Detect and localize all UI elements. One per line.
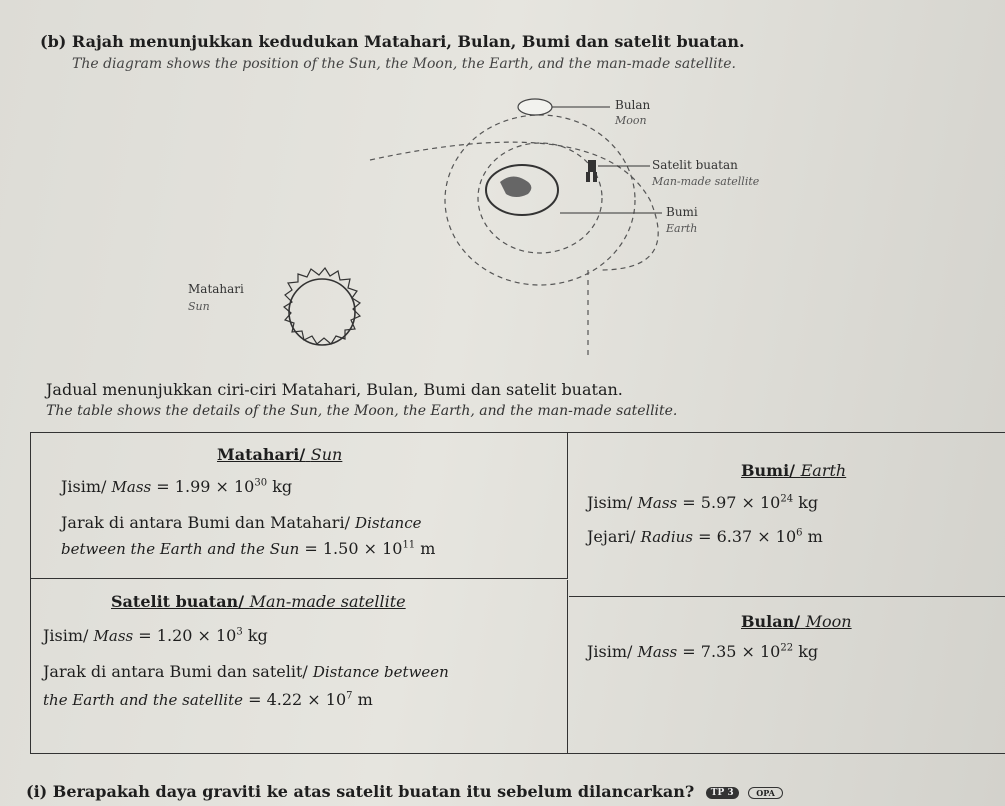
moon-mass-value: 7.35 × 10 [700,642,781,661]
satellite-dist-label-ms: Jarak di antara Bumi dan satelit/ [43,662,308,681]
earth-mass-row: Jisim/ Mass = $5.97 \times 10^{24}$ kg [587,493,819,512]
earth-mass-exp: 24 [780,493,794,505]
earth-heading-ms: Bumi/ [741,461,796,480]
earth-radius-label-ms: Jejari/ [587,527,636,546]
earth-cell [569,451,1005,597]
moon-body [518,99,552,115]
sun-dist-label-en2: between the Earth and the Sun [61,540,300,558]
satellite-orbit [478,143,602,253]
satellite-mass-unit: kg [247,626,268,645]
sun-label-en: Sun [188,300,210,313]
sun-cell [31,433,568,579]
moon-cell [569,598,1005,753]
sun-label-ms: Matahari [188,282,244,296]
moon-heading-en: Moon [805,612,852,631]
earth-radius-exp: 6 [796,527,803,539]
moon-label-ms: Bulan [615,98,651,112]
moon-mass-label-en: Mass [637,643,678,661]
earth-orbit-path [370,142,658,270]
satellite-mass-exp: 3 [236,626,243,638]
properties-table [30,432,1005,754]
satellite-cell [31,580,568,753]
earth-label-ms: Bumi [666,205,698,219]
sun-dist-exp: 11 [402,539,416,551]
satellite-distance-row-1 [43,662,449,681]
satellite-heading-en: Man-made satellite [249,592,406,611]
satellite-heading-ms: Satelit buatan/ [111,592,245,611]
sub-question [26,782,783,801]
moon-mass-exp: 22 [780,642,794,654]
satellite-dist-label-en1: Distance between [312,663,449,681]
sun-distance-row-1 [61,513,421,532]
earth-radius-value: 6.37 × 10 [716,527,797,546]
question-text-en: The diagram shows the position of the Sun, the Moon, the Earth, and the man-made satellite. [72,56,736,72]
sun-dist-unit: m [420,539,436,558]
satellite-distance-row-2: the Earth and the satellite = $4.22 \times 10^7$ m [43,690,373,709]
satellite-label-ms: Satelit buatan [652,158,738,172]
sun-mass-exp: 30 [254,477,268,489]
moon-orbit [445,115,635,285]
sun-heading [217,445,342,464]
sun-dist-value: 1.50 × 10 [322,539,403,558]
question-text-ms [40,32,745,51]
earth-radius-label-en: Radius [640,528,693,546]
satellite-label-en: Man-made satellite [652,175,760,188]
sun-mass-value: 1.99 × 10 [174,477,255,496]
sun-mass-label-en: Mass [111,478,152,496]
sun-mass-row: Jisim/ Mass = $1.99 \times 10^{30}$ kg [61,477,293,496]
earth-radius-row: Jejari/ Radius = $6.37 \times 10^6$ m [587,527,823,546]
table-caption-en: The table shows the details of the Sun, the Moon, the Earth, and the man-made satellite. [46,403,678,419]
earth-mass-label-ms: Jisim/ [587,493,633,512]
skill-badge: OPA [748,787,783,799]
moon-heading-ms: Bulan/ [741,612,801,631]
question-malay: Rajah menunjukkan kedudukan Matahari, Bulan, Bumi dan satelit buatan. [71,32,745,51]
moon-mass-unit: kg [798,642,819,661]
question-label: (b) [40,32,67,51]
moon-mass-row: Jisim/ Mass = $7.35 \times 10^{22}$ kg [587,642,819,661]
satellite-dist-unit: m [357,690,373,709]
table-caption-ms: Jadual menunjukkan ciri-ciri Matahari, Bulan, Bumi dan satelit buatan. [46,380,623,399]
satellite-dist-value: 4.22 × 10 [266,690,347,709]
moon-heading [741,612,852,631]
orbit-diagram-svg [180,90,800,360]
satellite-dist-exp: 7 [346,690,353,702]
sun-heading-en: Sun [310,445,343,464]
sun-heading-ms: Matahari/ [217,445,306,464]
earth-label-en: Earth [666,222,698,235]
sun-dist-label-ms: Jarak di antara Bumi dan Matahari/ [61,513,350,532]
sub-question-text: (i) Berapakah daya graviti ke atas satelit buatan itu sebelum dilancarkan? [26,782,695,801]
earth-mass-value: 5.97 × 10 [700,493,781,512]
earth-radius-unit: m [807,527,823,546]
earth-heading-en: Earth [800,461,847,480]
moon-label-en: Moon [615,114,647,127]
earth-heading [741,461,846,480]
satellite-mass-row: Jisim/ Mass = $1.20 \times 10^3$ kg [43,626,268,645]
sun-mass-unit: kg [272,477,293,496]
moon-mass-label-ms: Jisim/ [587,642,633,661]
earth-mass-label-en: Mass [637,494,678,512]
orbit-diagram [180,90,800,360]
sun-mass-label-ms: Jisim/ [61,477,107,496]
sun-distance-row-2: between the Earth and the Sun = $1.50 \times 10^{11}$ m [61,539,436,558]
sun-dist-label-en1: Distance [355,514,422,532]
satellite-dist-label-en2: the Earth and the satellite [43,691,244,709]
satellite-mass-label-en: Mass [93,627,134,645]
earth-land [500,176,531,197]
satellite-mass-value: 1.20 × 10 [156,626,237,645]
satellite-heading [111,592,406,611]
earth-mass-unit: kg [798,493,819,512]
level-badge: TP 3 [706,787,739,799]
satellite-mass-label-ms: Jisim/ [43,626,89,645]
